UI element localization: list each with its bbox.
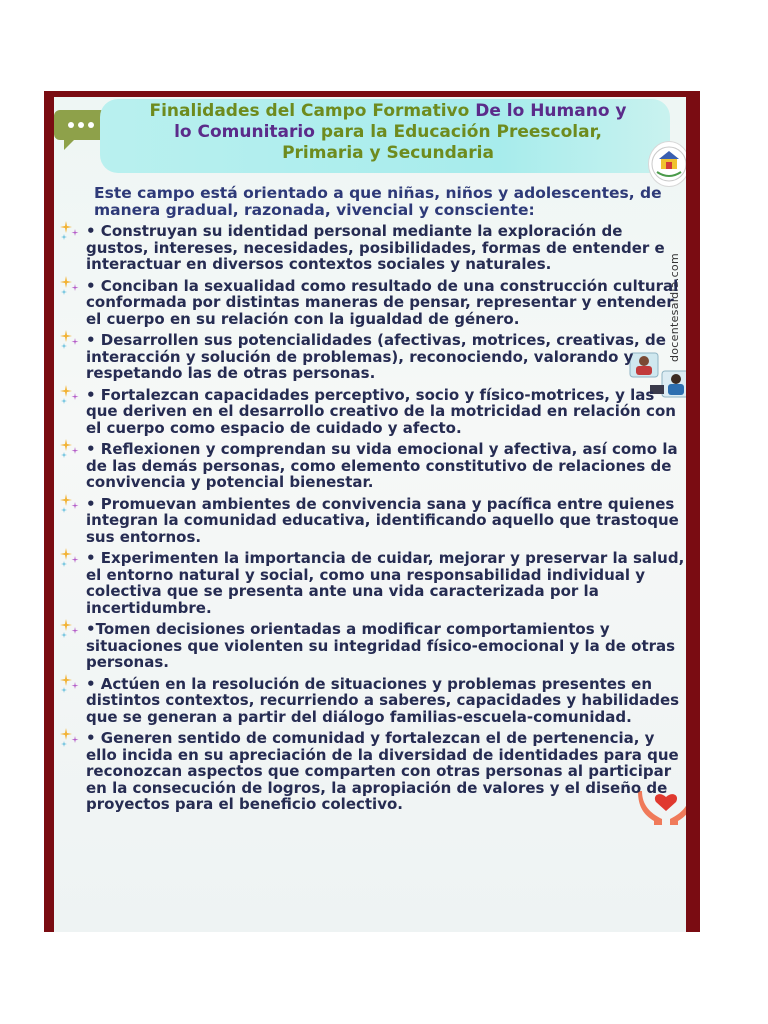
list-item [84, 496, 686, 546]
list-item [84, 441, 686, 491]
list-item [84, 621, 686, 671]
list-item-text: • Reflexionen y comprendan su vida emocional y afectiva, así como la de las demás personas, como elemento constitutivo de relaciones de convivencia y potencial bienestar. [86, 440, 678, 491]
sparkle-icon [58, 437, 82, 461]
title-part-5: Primaria y Secundaria [282, 143, 494, 163]
website-url: docentesaldia.com [668, 253, 681, 362]
title-part-3: lo Comunitario [174, 122, 315, 142]
list-item [84, 387, 686, 437]
list-item [84, 278, 686, 328]
sparkle-icon [58, 726, 82, 750]
sparkle-icon [58, 672, 82, 696]
title-part-4: para la Educación Preescolar, [314, 122, 602, 142]
sparkle-icon [58, 383, 82, 407]
infographic-card [44, 91, 700, 932]
list-item-text: • Experimenten la importancia de cuidar, mejorar y preservar la salud, el entorno natural y social, como una responsabilidad individual y colectiva que se presenta ante una vida caracterizada por la incertidumbre. [86, 549, 685, 617]
sparkle-icon [58, 617, 82, 641]
title-part-1: Finalidades del Campo Formativo [149, 101, 476, 121]
sparkle-icon [58, 492, 82, 516]
list-item-text: • Actúen en la resolución de situaciones y problemas presentes en distintos contextos, recurriendo a saberes, capacidades y habilidades que se generan a partir del diálogo familias-escuela-comunidad. [86, 674, 680, 726]
sparkle-icon [58, 328, 82, 352]
list-item [84, 223, 686, 273]
sparkle-icon [58, 219, 82, 243]
list-item-text: • Construyan su identidad personal mediante la exploración de gustos, intereses, necesidades, posibilidades, formas de entender e interactuar en diversos contextos sociales y naturales. [86, 222, 665, 273]
list-item-text: • Fortalezcan capacidades perceptivo, socio y físico-motrices, y las que deriven en el desarrollo creativo de la motricidad en relación con el cuerpo como espacio de cuidado y afecto. [86, 385, 676, 437]
list-item-text: • Promuevan ambientes de convivencia sana y pacífica entre quienes integran la comunidad educativa, identificando aquello que trastoque sus entornos. [86, 494, 679, 546]
list-item [84, 676, 686, 726]
list-item [84, 332, 686, 382]
infographic-body [54, 97, 686, 932]
sparkle-icon [58, 274, 82, 298]
list-item-text: •Tomen decisiones orientadas a modificar comportamientos y situaciones que violenten su integridad físico-emocional y la de otras personas. [86, 620, 676, 671]
list-item [84, 550, 686, 616]
list-item-text: • Generen sentido de comunidad y fortalezcan el de pertenencia, y ello incida en su apreciación de la diversidad de identidades para que reconozcan aspectos que comparten con otras personas al participar en la consecución de logros, la apropiación de valores y el diseño de proyectos para el beneficio colectivo. [86, 729, 679, 813]
title-part-2: De lo Humano y [475, 101, 627, 121]
school-seal-icon [648, 141, 686, 187]
page-title [108, 101, 668, 164]
objectives-list [84, 223, 686, 818]
list-item-text: • Desarrollen sus potencialidades (afectivas, motrices, creativas, de interacción y solución de problemas), reconociendo, valorando y respetando las de otras personas. [86, 331, 666, 382]
sparkle-icon [58, 546, 82, 570]
intro-text: Este campo está orientado a que niñas, niños y adolescentes, de manera gradual, razonada, vivencial y consciente: [94, 184, 662, 219]
list-item-text: • Conciban la sexualidad como resultado de una construcción cultural conformada por distintas maneras de pensar, representar y entender el cuerpo en su relación con la igualdad de género. [86, 276, 679, 328]
list-item [84, 730, 686, 813]
